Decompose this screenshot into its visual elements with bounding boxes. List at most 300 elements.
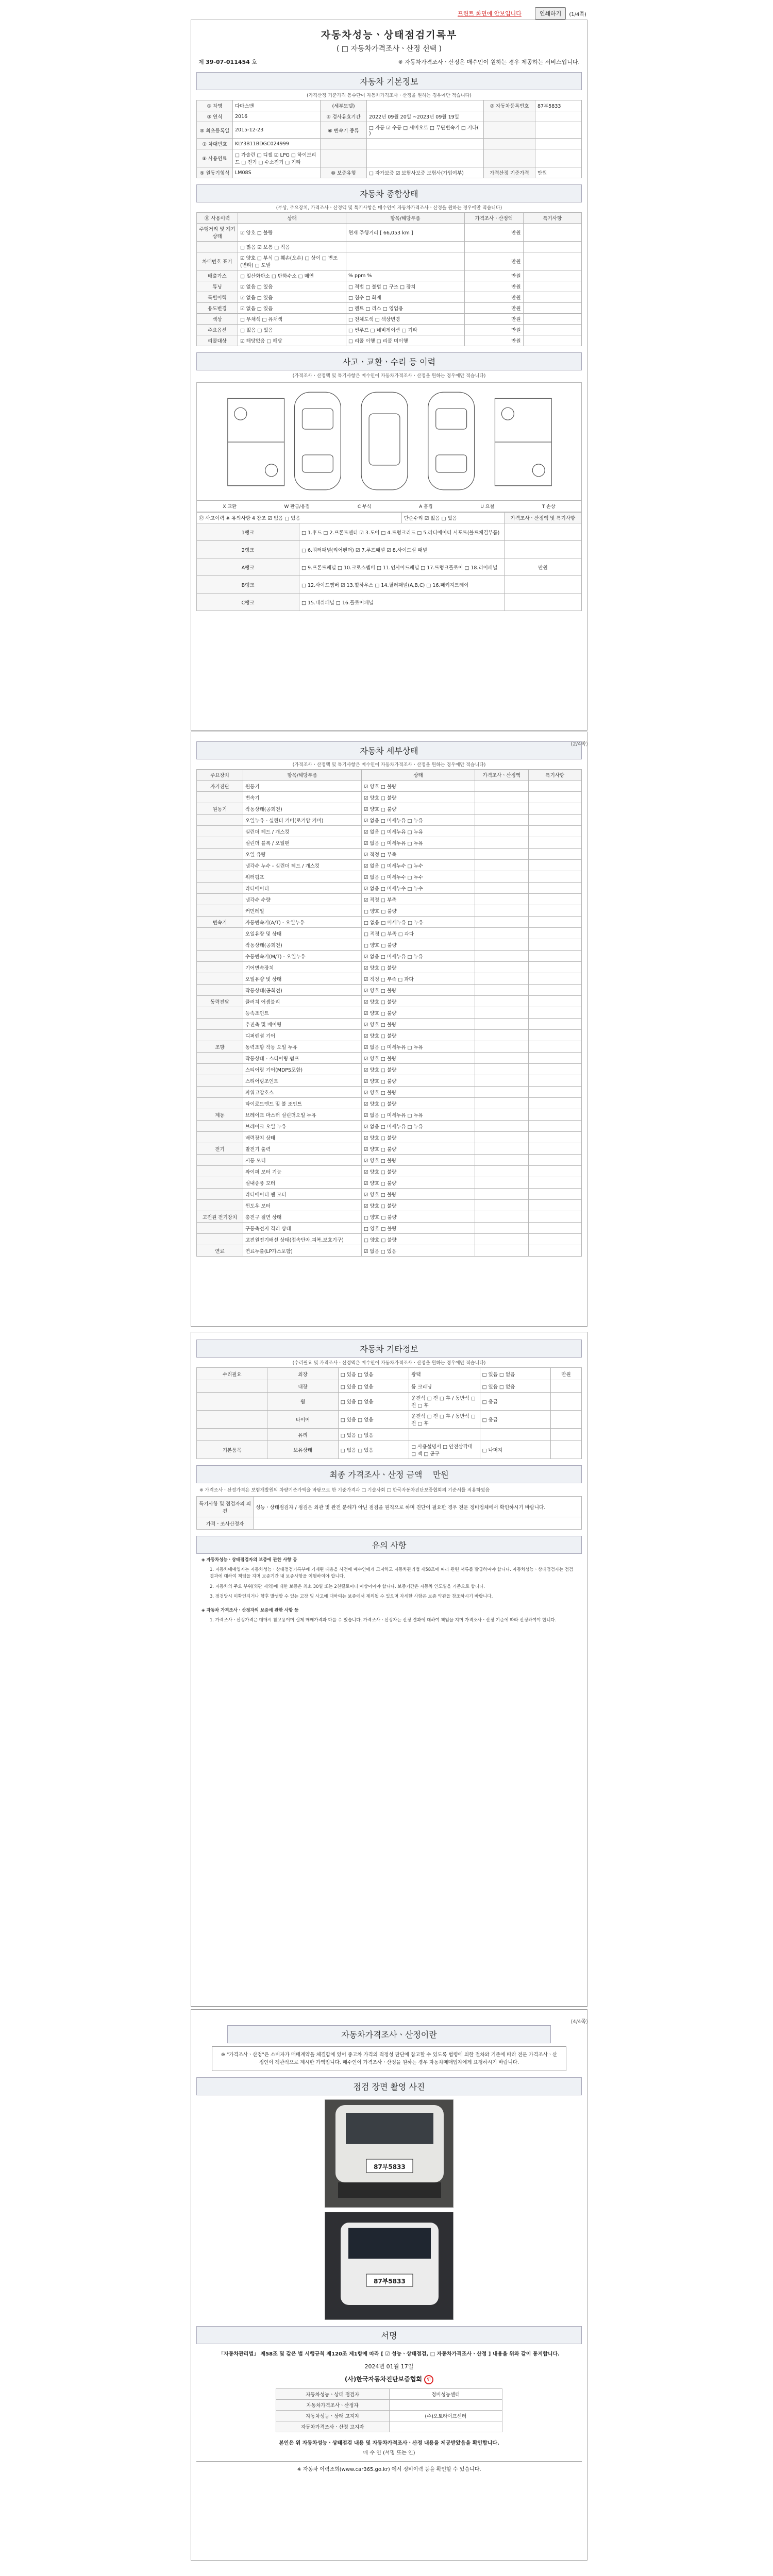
accident-table [196, 512, 582, 611]
overall-detail: % ppm % [346, 270, 465, 281]
checker-org: (사)한국자동차진단보증협회 [344, 2376, 422, 2383]
basic-label-3 [484, 111, 535, 122]
detail-row [197, 905, 582, 917]
sig-r1-label: 자동차성능ㆍ상태 점검자 [276, 2388, 390, 2399]
other-cell: 룸 크리닝 [409, 1380, 480, 1393]
other-unit [551, 1411, 582, 1429]
overall-detail [346, 242, 465, 252]
sig-r2-value [389, 2399, 502, 2410]
basic-value-3 [535, 111, 582, 122]
detail-remark [528, 781, 582, 792]
detail-state: ☑ 양호 □ 불량 [362, 962, 475, 973]
page-number-4: (4/4쪽) [570, 2019, 588, 2025]
signature-date: 2024년 01월 17일 [364, 2363, 414, 2370]
rank-grade: 2랭크 [197, 541, 299, 558]
detail-item: 등속조인트 [243, 1007, 362, 1019]
basic-value-3 [535, 149, 582, 167]
detail-state: ☑ 양호 □ 불량 [362, 792, 475, 803]
overall-state: □ 일산화탄소 □ 탄화수소 □ 매연 [238, 270, 346, 281]
other-cell: □ 응급 [480, 1393, 550, 1411]
detail-item: 변속기 [243, 792, 362, 803]
other-unit: 만원 [551, 1368, 582, 1380]
legend-item: X 교환 [223, 504, 237, 510]
detail-price [475, 985, 529, 996]
detail-remark [528, 826, 582, 837]
other-cell: □ 있음 □ 없음 [480, 1380, 550, 1393]
notes-p2: 1. 자동차매매업자는 자동차성능ㆍ상태점검기록부에 기재된 내용을 사전에 매수인에게 고지하고 자동차관리법 제58조에 따라 관련 서류를 발급하여야 합니다. 자동차성능ㆍ상태점검자는 점검 결과에 대하여 책임을 지며 보증기간 내 보증사항을 이행하여야 합니다. [210, 1567, 574, 1580]
detail-item: 배력장치 상태 [243, 1132, 362, 1143]
overall-state: ☑ 해당없음 □ 해당 [238, 335, 346, 346]
other-unit [551, 1429, 582, 1441]
other-row [197, 1380, 582, 1393]
accident-heading: 사고ㆍ교환ㆍ수리 등 이력 [196, 352, 582, 370]
detail-item: 와이퍼 모터 기능 [243, 1166, 362, 1177]
print-notice-link[interactable]: 프린트 화면에 안보입니다 [458, 10, 522, 17]
detail-remark [528, 1087, 582, 1098]
detail-state: ☑ 양호 □ 불량 [362, 1132, 475, 1143]
detail-price [475, 871, 529, 883]
detail-remark [528, 962, 582, 973]
detail-remark [528, 1189, 582, 1200]
detail-remark [528, 849, 582, 860]
detail-item: 디퍼렌셜 기어 [243, 1030, 362, 1041]
overall-item [197, 242, 238, 252]
detail-item: 연료누출(LP가스포함) [243, 1245, 362, 1257]
basic-value-2 [367, 149, 484, 167]
detail-group [197, 792, 243, 803]
detail-group: 동력전달 [197, 996, 243, 1007]
detail-row [197, 849, 582, 860]
detail-row [197, 781, 582, 792]
detail-col: 가격조사ㆍ산정액 [475, 770, 529, 781]
detail-group [197, 1155, 243, 1166]
detail-price [475, 1155, 529, 1166]
detail-state: ☑ 없음 □ 미세누수 □ 누수 [362, 883, 475, 894]
other-cell: □ 없음 □ 있음 [338, 1441, 409, 1459]
basic-label-3 [484, 139, 535, 149]
overall-remark [523, 270, 582, 281]
detail-remark [528, 860, 582, 871]
overall-col: 상태 [238, 213, 346, 224]
basic-row [197, 149, 582, 167]
detail-price [475, 1019, 529, 1030]
overall-row [197, 281, 582, 292]
detail-remark [528, 1019, 582, 1030]
detail-item: 타이로드엔드 및 볼 조인트 [243, 1098, 362, 1109]
detail-group: 원동기 [197, 803, 243, 815]
detail-item: 고전원전기배선 상태(접속단자,피복,보호기구) [243, 1234, 362, 1245]
basic-value-2 [367, 100, 484, 111]
detail-price [475, 928, 529, 939]
detail-group: 변속기 [197, 917, 243, 928]
detail-price [475, 1211, 529, 1223]
notes-p3: 2. 자동차의 주요 부위(외판 제외)에 대한 보증은 최소 30일 또는 2천킬로미터 이상이어야 합니다. 보증기간은 자동차 인도일을 기준으로 합니다. [210, 1584, 485, 1589]
detail-row [197, 1087, 582, 1098]
service-notice: ※ 자동차가격조사ㆍ산정은 매수인이 원하는 경우 제공하는 서비스입니다. [398, 59, 580, 65]
detail-state: ☑ 없음 □ 미세누유 □ 누유 [362, 837, 475, 849]
basic-label-2 [321, 139, 367, 149]
detail-price [475, 1166, 529, 1177]
detail-remark [528, 996, 582, 1007]
rank-row [197, 523, 582, 541]
detail-state: ☑ 양호 □ 불량 [362, 1189, 475, 1200]
other-cell [197, 1380, 267, 1393]
detail-group [197, 1030, 243, 1041]
detail-row [197, 1189, 582, 1200]
basic-value-3 [535, 122, 582, 139]
detail-row [197, 1166, 582, 1177]
intro-heading: 자동차가격조사ㆍ산정이란 [227, 2025, 551, 2043]
plate-1: 87부5833 [374, 2163, 406, 2171]
detail-state: ☑ 없음 □ 미세누유 □ 누유 [362, 815, 475, 826]
overall-state: □ 없음 □ 있음 [238, 325, 346, 335]
detail-price [475, 962, 529, 973]
detail-remark [528, 905, 582, 917]
accident-row-1 [197, 513, 582, 523]
detail-col: 주요장치 [197, 770, 243, 781]
overall-remark [523, 281, 582, 292]
basic-label-2: ⑥ 변속기 종류 [321, 122, 367, 139]
basic-row [197, 167, 582, 178]
detail-item: 냉각수 누수 - 실린더 헤드 / 개스킷 [243, 860, 362, 871]
overall-state: □ 무채색 □ 유채색 [238, 314, 346, 325]
detail-state: ☑ 양호 □ 불량 [362, 1098, 475, 1109]
basic-label: ⑨ 원동기형식 [197, 167, 233, 178]
price-basis-label: 특기사항 및 점검자의 의견 [197, 1497, 254, 1517]
detail-table [196, 769, 582, 1257]
other-table [196, 1367, 582, 1459]
basic-row [197, 122, 582, 139]
detail-row [197, 871, 582, 883]
detail-col: 항목/해당부품 [243, 770, 362, 781]
overall-unit [465, 242, 524, 252]
detail-row [197, 837, 582, 849]
inspection-photo-rear [325, 2099, 453, 2208]
rank-unit [505, 541, 582, 558]
other-cell [197, 1411, 267, 1429]
detail-price [475, 1098, 529, 1109]
detail-price [475, 1053, 529, 1064]
detail-remark [528, 939, 582, 951]
other-row [197, 1393, 582, 1411]
detail-remark [528, 1075, 582, 1087]
basic-value: 2015-12-23 [233, 122, 321, 139]
detail-state: ☑ 없음 □ 미세누유 □ 누유 [362, 826, 475, 837]
car-diagram [196, 382, 582, 501]
detail-item: 발전기 출력 [243, 1143, 362, 1155]
detail-remark [528, 815, 582, 826]
checker-org-row [196, 2375, 582, 2384]
detail-remark [528, 792, 582, 803]
legend-item: A 흠집 [419, 504, 433, 510]
detail-remark [528, 1121, 582, 1132]
detail-group: 연료 [197, 1245, 243, 1257]
detail-price [475, 826, 529, 837]
other-cell: □ 나머지 [480, 1441, 550, 1459]
notes-p5: ◈ 자동차 가격조사ㆍ산정자의 보증에 관한 사항 등 [201, 1607, 299, 1613]
overall-state: ☑ 없음 □ 있음 [238, 292, 346, 303]
overall-detail [346, 252, 465, 270]
official-seal: 인 [424, 2375, 433, 2384]
doc-no-prefix: 제 [198, 59, 204, 65]
detail-state: ☑ 양호 □ 불량 [362, 1064, 475, 1075]
rank-unit [505, 576, 582, 594]
other-cell: 광택 [409, 1368, 480, 1380]
detail-row [197, 1030, 582, 1041]
detail-price [475, 951, 529, 962]
page-number-2: (2/4쪽) [570, 741, 588, 747]
detail-group: 제동 [197, 1109, 243, 1121]
detail-row [197, 1200, 582, 1211]
other-cell: 내장 [267, 1380, 338, 1393]
price-line: ※ 가격조사ㆍ산정가격은 보험개발원의 차량기준가액을 바탕으로 한 기준가격과 □ 기술사회 □ 한국자동차진단보증협회의 기준서를 적용하였음 [199, 1488, 490, 1493]
detail-item: 브레이크 마스터 실린더오일 누유 [243, 1109, 362, 1121]
other-cell: 휠 [267, 1393, 338, 1411]
basic-row [197, 139, 582, 149]
detail-remark [528, 917, 582, 928]
detail-price [475, 973, 529, 985]
other-cell: 보유상태 [267, 1441, 338, 1459]
detail-state: ☑ 양호 □ 불량 [362, 1177, 475, 1189]
other-unit [551, 1441, 582, 1459]
price-heading [196, 1465, 582, 1483]
detail-col: 상태 [362, 770, 475, 781]
detail-state: ☑ 없음 □ 미세누유 □ 누유 [362, 1121, 475, 1132]
detail-row [197, 1041, 582, 1053]
sig-r4-label: 자동차가격조사ㆍ산정 고지자 [276, 2421, 390, 2432]
detail-price [475, 1234, 529, 1245]
detail-row [197, 1143, 582, 1155]
detail-state: ☑ 없음 □ 미세누유 □ 누유 [362, 1041, 475, 1053]
basic-value: 다마스밴 [233, 100, 321, 111]
overall-item: 차대번호 표기 [197, 252, 238, 270]
price-basis-text: 성능ㆍ상태점검자 / 점검은 외관 및 완전 분해가 아닌 점검을 원칙으로 하며 진단이 필요한 경우 전문 정비업체에서 확인하시기 바랍니다. [254, 1497, 582, 1517]
basic-label: ⑤ 최초등록일 [197, 122, 233, 139]
detail-item: 냉각수 수량 [243, 894, 362, 905]
car-outline-diagram [197, 383, 581, 500]
detail-item: 실린더 블록 / 오일팬 [243, 837, 362, 849]
detail-price [475, 1109, 529, 1121]
detail-price [475, 860, 529, 871]
overall-unit: 만원 [465, 335, 524, 346]
page-2 [191, 732, 587, 1327]
rank-row [197, 576, 582, 594]
overall-row [197, 270, 582, 281]
detail-item: 실린더 헤드 / 개스킷 [243, 826, 362, 837]
detail-group: 고전원 전기장치 [197, 1211, 243, 1223]
detail-state: ☑ 양호 □ 불량 [362, 1087, 475, 1098]
rank-unit [505, 523, 582, 541]
detail-remark [528, 1053, 582, 1064]
detail-group [197, 1223, 243, 1234]
detail-remark [528, 1109, 582, 1121]
detail-price [475, 1041, 529, 1053]
detail-state: ☑ 양호 □ 불량 [362, 1200, 475, 1211]
detail-state: ☑ 양호 □ 불량 [362, 803, 475, 815]
detail-item: 라디에이터 [243, 883, 362, 894]
detail-group [197, 1064, 243, 1075]
price-table [196, 1496, 582, 1530]
print-button[interactable]: 인쇄하기 [535, 7, 566, 20]
detail-state: ☑ 없음 □ 미세누수 □ 누수 [362, 871, 475, 883]
overall-remark [523, 292, 582, 303]
detail-row [197, 1245, 582, 1257]
detail-state: ☑ 양호 □ 불량 [362, 1155, 475, 1166]
detail-price [475, 1223, 529, 1234]
receiver-text: 본인은 위 자동차성능ㆍ상태점검 내용 및 자동차가격조사ㆍ산정 내용을 제공받았음을 확인합니다. [279, 2440, 499, 2446]
detail-price [475, 905, 529, 917]
detail-state: ☑ 양호 □ 불량 [362, 996, 475, 1007]
rank-items: □ 9.프론트패널 □ 10.크로스멤버 □ 11.인사이드패널 □ 17.트렁크플로어 □ 18.리어패널 [299, 558, 505, 576]
overall-col: 특기사항 [523, 213, 582, 224]
detail-item: 브레이크 오일 누유 [243, 1121, 362, 1132]
other-unit [551, 1380, 582, 1393]
plate-2: 87부5833 [374, 2278, 406, 2285]
detail-group: 전기 [197, 1143, 243, 1155]
other-cell: 외장 [267, 1368, 338, 1380]
detail-row [197, 883, 582, 894]
detail-row [197, 1223, 582, 1234]
overall-item: 색상 [197, 314, 238, 325]
price-unit: 만원 [432, 1470, 449, 1480]
detail-group [197, 1019, 243, 1030]
detail-row [197, 985, 582, 996]
detail-price [475, 1132, 529, 1143]
basic-label: ⑦ 차대번호 [197, 139, 233, 149]
overall-item: 특별이력 [197, 292, 238, 303]
overall-row [197, 242, 582, 252]
detail-col: 특기사항 [528, 770, 582, 781]
detail-group [197, 1121, 243, 1132]
detail-remark [528, 1143, 582, 1155]
detail-group [197, 883, 243, 894]
overall-unit: 만원 [465, 224, 524, 242]
detail-item: 작동상태(공회전) [243, 939, 362, 951]
detail-price [475, 1007, 529, 1019]
overall-unit: 만원 [465, 281, 524, 292]
other-cell [197, 1429, 267, 1441]
detail-price [475, 939, 529, 951]
other-cell: 기본품목 [197, 1441, 267, 1459]
detail-price [475, 1064, 529, 1075]
basic-label-2: ⑩ 보증유형 [321, 167, 367, 178]
detail-price [475, 803, 529, 815]
rank-grade: A랭크 [197, 558, 299, 576]
overall-row [197, 252, 582, 270]
detail-row [197, 928, 582, 939]
overall-remark [523, 314, 582, 325]
detail-row [197, 894, 582, 905]
detail-price [475, 894, 529, 905]
detail-row [197, 951, 582, 962]
rank-items: □ 1.후드 □ 2.프론트펜더 ☑ 3.도어 □ 4.트렁크리드 □ 5.라디에이터 서포트(볼트체결부품) [299, 523, 505, 541]
detail-item: 자동변속기(A/T) - 오일누유 [243, 917, 362, 928]
page-3 [191, 1332, 587, 2007]
sig-r3-value: (주)오토라이프센터 [389, 2410, 502, 2421]
detail-group [197, 1200, 243, 1211]
detail-price [475, 837, 529, 849]
detail-state: □ 양호 □ 불량 [362, 905, 475, 917]
detail-state: ☑ 양호 □ 불량 [362, 1019, 475, 1030]
detail-state: □ 없음 □ 미세누유 □ 누유 [362, 917, 475, 928]
detail-price [475, 1177, 529, 1189]
detail-price [475, 1087, 529, 1098]
overall-remark [523, 303, 582, 314]
basic-value-3: 만원 [535, 167, 582, 178]
detail-state: ☑ 양호 □ 불량 [362, 1166, 475, 1177]
basic-value-2: 2022년 09월 20일 ~2023년 09월 19일 [367, 111, 484, 122]
detail-group [197, 985, 243, 996]
overall-detail: □ 썬루프 □ 네비게이션 □ 기타 [346, 325, 465, 335]
detail-state: ☑ 없음 □ 있음 [362, 1245, 475, 1257]
detail-item: 추진축 및 베어링 [243, 1019, 362, 1030]
detail-group [197, 1177, 243, 1189]
detail-group [197, 894, 243, 905]
detail-item: 원동기 [243, 781, 362, 792]
basic-label-3: 가격산정 기준가격 [484, 167, 535, 178]
detail-state: ☑ 없음 □ 미세누수 □ 누수 [362, 860, 475, 871]
other-cell: □ 있음 □ 없음 [480, 1368, 550, 1380]
basic-value: KLY3B11BDGC024999 [233, 139, 321, 149]
detail-item: 시동 모터 [243, 1155, 362, 1166]
detail-price [475, 1030, 529, 1041]
detail-remark [528, 1234, 582, 1245]
inspection-photo-front [325, 2212, 453, 2320]
rank-grade: B랭크 [197, 576, 299, 594]
overall-detail: □ 전체도색 □ 색상변경 [346, 314, 465, 325]
rank-items: □ 15.대쉬패널 □ 16.플로어패널 [299, 594, 505, 611]
detail-group [197, 871, 243, 883]
detail-group [197, 1075, 243, 1087]
detail-group [197, 939, 243, 951]
other-note: (수리필요 및 가격조사ㆍ산정액은 매수인이 자동차가격조사ㆍ산정을 원하는 경우에만 적습니다) [292, 1361, 486, 1366]
rank-grade: C랭크 [197, 594, 299, 611]
other-cell: □ 있음 □ 없음 [338, 1380, 409, 1393]
detail-item: 기어변속장치 [243, 962, 362, 973]
overall-detail: 현재 주행거리 [ 66,053 km ] [346, 224, 465, 242]
notes-body [196, 1554, 582, 1630]
detail-remark [528, 1155, 582, 1166]
detail-group [197, 1189, 243, 1200]
detail-row [197, 1121, 582, 1132]
rank-row [197, 594, 582, 611]
detail-item: 오일유량 및 상태 [243, 973, 362, 985]
detail-row [197, 1234, 582, 1245]
detail-remark [528, 894, 582, 905]
price-heading-text: 최종 가격조사ㆍ산정 금액 [329, 1470, 423, 1480]
detail-group: 조향 [197, 1041, 243, 1053]
detail-group [197, 951, 243, 962]
rank-row [197, 541, 582, 558]
basic-value-2: □ 자가보증 ☑ 보험사보증 보험사(가입여부) [367, 167, 484, 178]
detail-remark [528, 1064, 582, 1075]
basic-value-2: □ 자동 ☑ 수동 □ 세미오토 □ 무단변속기 □ 기타( ) [367, 122, 484, 139]
detail-state: ☑ 양호 □ 불량 [362, 1053, 475, 1064]
detail-state: □ 적정 □ 부족 □ 과다 [362, 928, 475, 939]
detail-state: ☑ 적정 □ 부족 □ 과다 [362, 973, 475, 985]
detail-row [197, 1064, 582, 1075]
overall-row [197, 292, 582, 303]
overall-unit: 만원 [465, 270, 524, 281]
overall-unit: 만원 [465, 314, 524, 325]
detail-row [197, 917, 582, 928]
detail-remark [528, 883, 582, 894]
detail-price [475, 1075, 529, 1087]
detail-item: 동력조향 작동 오일 누유 [243, 1041, 362, 1053]
detail-remark [528, 803, 582, 815]
detail-price [475, 792, 529, 803]
detail-remark [528, 973, 582, 985]
